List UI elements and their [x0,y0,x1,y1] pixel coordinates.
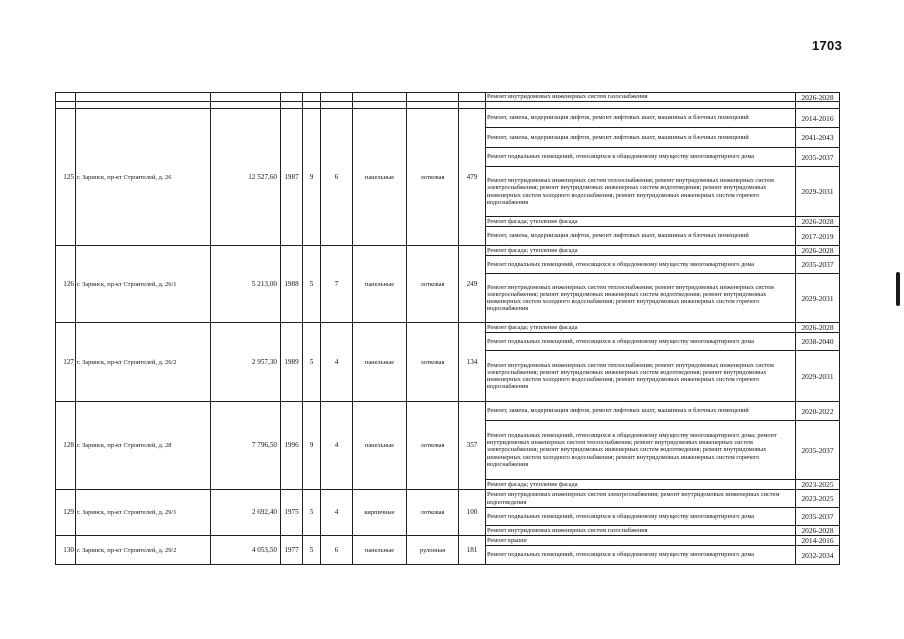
building-address: г. Заринск, пр-кт Строителей, д. 26/1 [76,246,211,323]
building-wall-material: панельные [353,323,407,402]
cell-num [56,93,76,102]
work-description: Ремонт внутридомовых инженерных систем теплоснабжения; ремонт внутридомовых инженерных систем электроснабжения; ремонт внутридомовых инженерных систем водоотведения; ремонт внутридомовых инженерных систем холодного водоснабжения; ремонт внутридомовых инженерных систем горячего водоснабжения [486,167,796,217]
building-area: 5 213,00 [211,246,281,323]
building-number: 129 [56,490,76,536]
work-period: 2014-2016 [796,536,840,546]
building-entrances: 4 [321,323,353,402]
work-period: 2026-2028 [796,323,840,333]
cell-residents [459,93,486,102]
table-row [56,109,840,128]
building-entrances: 6 [321,536,353,565]
work-period: 2014-2016 [796,109,840,128]
table-spacer-row [56,102,840,109]
work-period: 2038-2040 [796,333,840,351]
building-address: г. Заринск, пр-кт Строителей, д. 28 [76,402,211,490]
building-wall-material: панельные [353,246,407,323]
page-number: 1703 [812,38,843,53]
work-period: 2026-2028 [796,526,840,536]
building-year: 1996 [281,402,303,490]
building-wall-material: панельные [353,402,407,490]
work-description: Ремонт подвальных помещений, относящихся к общедомовому имуществу многоквартирного дома; ремонт внутридомовых инженерных систем теплоснабжения; ремонт внутридомовых инженерных систем электроснабжения; ремонт внутридомовых инженерных систем водоотведения; ремонт внутридомовых инженерных систем холодного водоснабжения; ремонт внутридомовых инженерных систем горячего водоснабжения [486,421,796,480]
building-year: 1977 [281,536,303,565]
table-row [56,490,840,508]
table-row [56,93,840,102]
building-area: 4 053,50 [211,536,281,565]
table-row [56,402,840,421]
building-residents: 357 [459,402,486,490]
building-address: г. Заринск, пр-кт Строителей, д. 29/1 [76,490,211,536]
building-floors: 5 [303,490,321,536]
building-year: 1975 [281,490,303,536]
building-roof-type: рулонная [407,536,459,565]
building-wall-material: панельные [353,109,407,246]
work-description: Ремонт, замена, модернизация лифтов, ремонт лифтовых шахт, машинных и блочных помещений [486,402,796,421]
work-period: 2032-2034 [796,546,840,565]
building-floors: 5 [303,323,321,402]
building-entrances: 4 [321,402,353,490]
work-period: 2035-2037 [796,421,840,480]
work-period: 2029-2031 [796,351,840,402]
work-description: Ремонт подвальных помещений, относящихся к общедомовому имуществу многоквартирного дома [486,546,796,565]
building-roof-type: лотковая [407,490,459,536]
table-row [56,323,840,333]
work-description: Ремонт фасада; утепление фасада [486,480,796,490]
cell-roof [407,93,459,102]
building-year: 1987 [281,109,303,246]
building-residents: 134 [459,323,486,402]
building-number: 127 [56,323,76,402]
work-period: 2035-2037 [796,508,840,526]
building-number: 126 [56,246,76,323]
cell-area [211,93,281,102]
work-period: 2035-2037 [796,256,840,274]
work-period: 2029-2031 [796,167,840,217]
building-floors: 9 [303,402,321,490]
work-description: Ремонт фасада; утепление фасада [486,246,796,256]
scan-specks [120,2,890,5]
cell-walls [353,93,407,102]
building-roof-type: лотковая [407,323,459,402]
building-year: 1989 [281,323,303,402]
work-description: Ремонт крыши [486,536,796,546]
building-floors: 5 [303,536,321,565]
building-roof-type: лотковая [407,402,459,490]
building-address: г. Заринск, пр-кт Строителей, д. 26/2 [76,323,211,402]
building-wall-material: панельные [353,536,407,565]
work-description: Ремонт подвальных помещений, относящихся к общедомовому имуществу многоквартирного дома [486,148,796,167]
building-roof-type: лотковая [407,246,459,323]
building-roof-type: лотковая [407,109,459,246]
work-description: Ремонт внутридомовых инженерных систем теплоснабжения; ремонт внутридомовых инженерных систем электроснабжения; ремонт внутридомовых инженерных систем водоотведения; ремонт внутридомовых инженерных систем холодного водоснабжения; ремонт внутридомовых инженерных систем горячего водоснабжения [486,274,796,323]
work-description: Ремонт, замена, модернизация лифтов, ремонт лифтовых шахт, машинных и блочных помещений [486,227,796,246]
work-description: Ремонт, замена, модернизация лифтов, ремонт лифтовых шахт, машинных и блочных помещений [486,128,796,148]
work-description: Ремонт, замена, модернизация лифтов, ремонт лифтовых шахт, машинных и блочных помещений [486,109,796,128]
building-address: г. Заринск, пр-кт Строителей, д. 29/2 [76,536,211,565]
work-description: Ремонт подвальных помещений, относящихся к общедомовому имуществу многоквартирного дома [486,256,796,274]
work-description: Ремонт подвальных помещений, относящихся к общедомовому имуществу многоквартирного дома [486,333,796,351]
work-period: 2026-2028 [796,93,840,102]
building-residents: 249 [459,246,486,323]
work-period: 2026-2028 [796,246,840,256]
building-area: 2 957,30 [211,323,281,402]
building-number: 130 [56,536,76,565]
building-number: 125 [56,109,76,246]
building-area: 12 527,60 [211,109,281,246]
work-period: 2029-2031 [796,274,840,323]
scan-edge-mark [896,272,900,306]
work-description: Ремонт фасада; утепление фасада [486,217,796,227]
work-period: 2026-2028 [796,217,840,227]
building-wall-material: кирпичные [353,490,407,536]
building-residents: 479 [459,109,486,246]
building-area: 7 796,50 [211,402,281,490]
building-area: 2 692,40 [211,490,281,536]
cell-address [76,93,211,102]
building-entrances: 7 [321,246,353,323]
work-description: Ремонт внутридомовых инженерных систем электроснабжения; ремонт внутридомовых инженерных систем водоотведения [486,490,796,508]
building-entrances: 4 [321,490,353,536]
building-residents: 181 [459,536,486,565]
work-period: 2041-2043 [796,128,840,148]
cell-year [281,93,303,102]
work-description: Ремонт внутридомовых инженерных систем газоснабжения [486,93,796,102]
cell-floors [303,93,321,102]
work-period: 2023-2025 [796,480,840,490]
table-row [56,536,840,546]
table-row [56,246,840,256]
building-floors: 5 [303,246,321,323]
work-period: 2020-2022 [796,402,840,421]
cell-entrances [321,93,353,102]
building-residents: 100 [459,490,486,536]
work-description: Ремонт внутридомовых инженерных систем теплоснабжения; ремонт внутридомовых инженерных систем электроснабжения; ремонт внутридомовых инженерных систем водоотведения; ремонт внутридомовых инженерных систем холодного водоснабжения; ремонт внутридомовых инженерных систем горячего водоснабжения [486,351,796,402]
work-period: 2023-2025 [796,490,840,508]
building-entrances: 6 [321,109,353,246]
work-description: Ремонт фасада; утепление фасада [486,323,796,333]
building-floors: 9 [303,109,321,246]
work-period: 2017-2019 [796,227,840,246]
building-year: 1988 [281,246,303,323]
work-description: Ремонт внутридомовых инженерных систем газоснабжения [486,526,796,536]
building-address: г. Заринск, пр-кт Строителей, д. 26 [76,109,211,246]
building-number: 128 [56,402,76,490]
repair-schedule-table [55,92,840,565]
work-period: 2035-2037 [796,148,840,167]
work-description: Ремонт подвальных помещений, относящихся к общедомовому имуществу многоквартирного дома [486,508,796,526]
